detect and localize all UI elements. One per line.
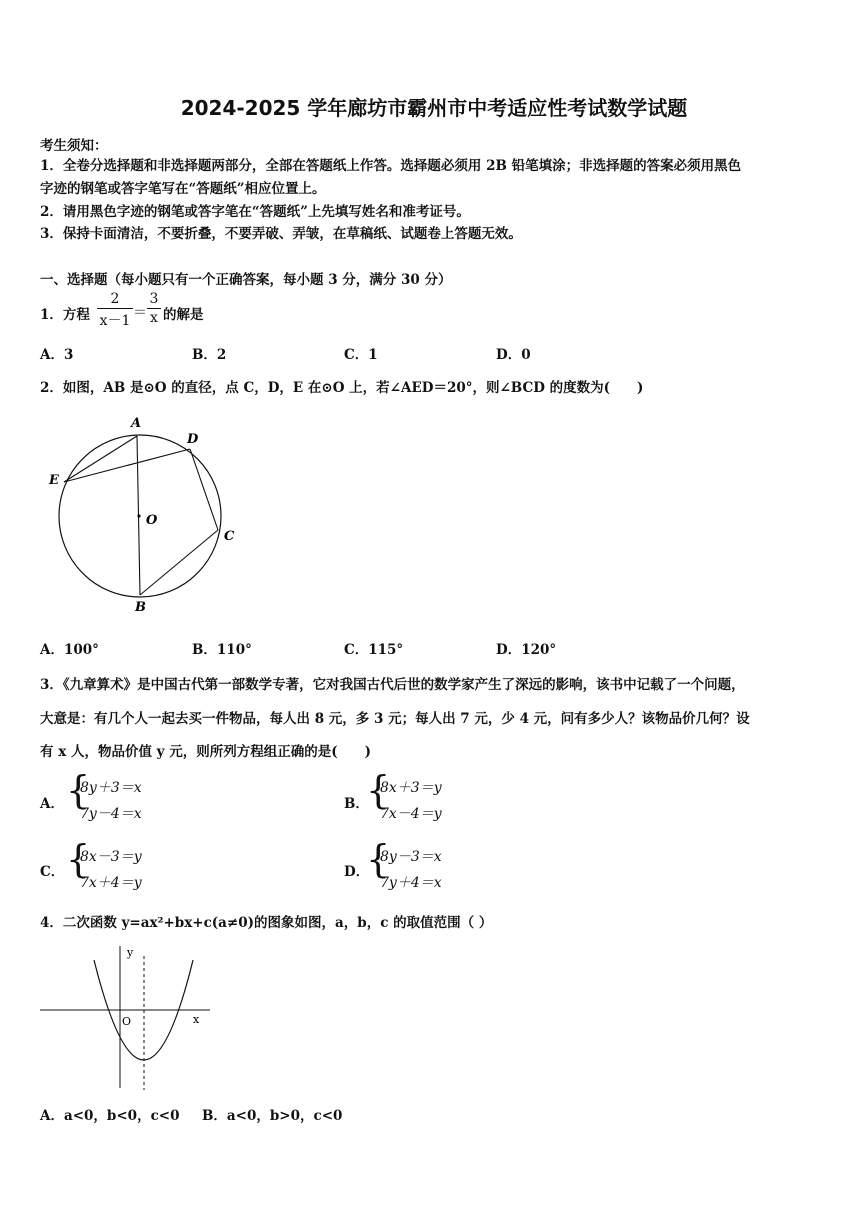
q3-option-a-system	[66, 768, 200, 827]
notice-item-2: 2．请用黑色字迹的钢笔或答字笔在“答题纸”上先填写姓名和准考证号。	[40, 204, 470, 220]
q3-option-c-label: C．	[40, 864, 65, 880]
equation-1: 8x－3＝y	[80, 849, 142, 865]
q2-option-b: B．110°	[192, 642, 252, 658]
q2-option-c: C．115°	[344, 642, 404, 658]
q3-line-3: 有 x 人，物品价值 y 元，则所列方程组正确的是( )	[40, 744, 371, 760]
chord-dc	[190, 449, 218, 530]
label-a: A	[131, 416, 142, 431]
label-o: O	[146, 513, 158, 528]
q4-option-a: A．a<0，b<0，c<0	[40, 1108, 180, 1124]
notice-item-1-line-2: 字迹的钢笔或答字笔写在“答题纸”相应位置上。	[40, 181, 326, 197]
center-point	[137, 514, 140, 517]
equation-2: 7y－4＝x	[80, 806, 142, 822]
equation-1: 8y－3＝x	[380, 849, 442, 865]
q4-parabola-graph	[38, 940, 218, 1092]
q4-stem: 4．二次函数 y=ax²+bx+c(a≠0)的图象如图，a，b，c 的取值范围（ ）	[40, 915, 493, 931]
q1-option-b: B．2	[192, 347, 227, 363]
notice-item-1-line-1: 1．全卷分选择题和非选择题两部分，全部在答题纸上作答。选择题必须用 2B 铅笔填涂；非选择题的答案必须用黑色	[40, 158, 742, 174]
q2-stem: 2．如图，AB 是⊙O 的直径，点 C，D，E 在⊙O 上，若∠AED＝20°，则∠BCD 的度数为( )	[40, 380, 644, 396]
y-axis-label: y	[127, 946, 134, 959]
origin-label: O	[122, 1015, 132, 1028]
brace-icon: {	[66, 837, 91, 881]
label-c: C	[224, 529, 235, 544]
fraction-bar	[97, 308, 133, 309]
q2-option-d: D．120°	[496, 642, 557, 658]
q1-fraction-1	[97, 291, 133, 330]
chord-ed	[64, 449, 190, 482]
q2-circle-figure	[40, 410, 250, 620]
brace-icon: {	[66, 768, 91, 812]
section-heading: 一、选择题（每小题只有一个正确答案，每小题 3 分，满分 30 分）	[40, 272, 452, 288]
q1-fraction-2-numerator: 3	[149, 291, 159, 307]
q3-line-2: 大意是：有几个人一起去买一件物品，每人出 8 元，多 3 元；每人出 7 元，少 4 元，问有多少人？该物品价几何？设	[40, 711, 750, 727]
chord-ae	[64, 436, 137, 482]
q2-option-a: A．100°	[40, 642, 99, 658]
page-title: 2024-2025 学年廊坊市霸州市中考适应性考试数学试题	[180, 96, 688, 120]
q1-option-c: C．1	[344, 347, 378, 363]
brace-icon: {	[366, 837, 391, 881]
q3-line-1: 3．《九章算术》是中国古代第一部数学专著，它对我国古代后世的数学家产生了深远的影响，该书中记载了一个问题，	[40, 677, 745, 693]
q1-fraction-1-numerator: 2	[110, 291, 120, 307]
q3-option-d-label: D．	[344, 864, 370, 880]
q4-option-b: B．a<0，b>0，c<0	[202, 1108, 343, 1124]
q1-fraction-2-denominator: x	[150, 310, 158, 326]
notice-heading: 考生须知：	[40, 138, 108, 154]
q3-option-d-system	[366, 837, 500, 896]
q1-equals: ＝	[133, 305, 147, 321]
equation-1: 8y＋3＝x	[80, 780, 142, 796]
q3-option-c-system	[66, 837, 200, 896]
q1-prefix: 1．方程	[40, 307, 90, 323]
equation-2: 7x－4＝y	[380, 806, 442, 822]
q1-suffix: 的解是	[163, 307, 204, 323]
fraction-bar	[147, 308, 161, 309]
label-b: B	[135, 600, 146, 615]
q3-option-a-label: A．	[40, 796, 64, 812]
q3-option-b-system	[366, 768, 500, 827]
q1-fraction-1-denominator: x－1	[99, 313, 131, 329]
x-axis-label: x	[193, 1013, 200, 1026]
q1-option-d: D．0	[496, 347, 531, 363]
brace-icon: {	[366, 768, 391, 812]
q1-option-a: A．3	[40, 347, 74, 363]
notice-item-3: 3．保持卡面清洁，不要折叠，不要弄破、弄皱，在草稿纸、试题卷上答题无效。	[40, 226, 522, 242]
q1-fraction-2	[147, 291, 161, 326]
equation-2: 7y＋4＝x	[380, 875, 442, 891]
equation-1: 8x＋3＝y	[380, 780, 442, 796]
equation-2: 7x＋4＝y	[80, 875, 142, 891]
q3-option-b-label: B．	[344, 796, 369, 812]
label-e: E	[49, 473, 59, 488]
label-d: D	[187, 432, 199, 447]
